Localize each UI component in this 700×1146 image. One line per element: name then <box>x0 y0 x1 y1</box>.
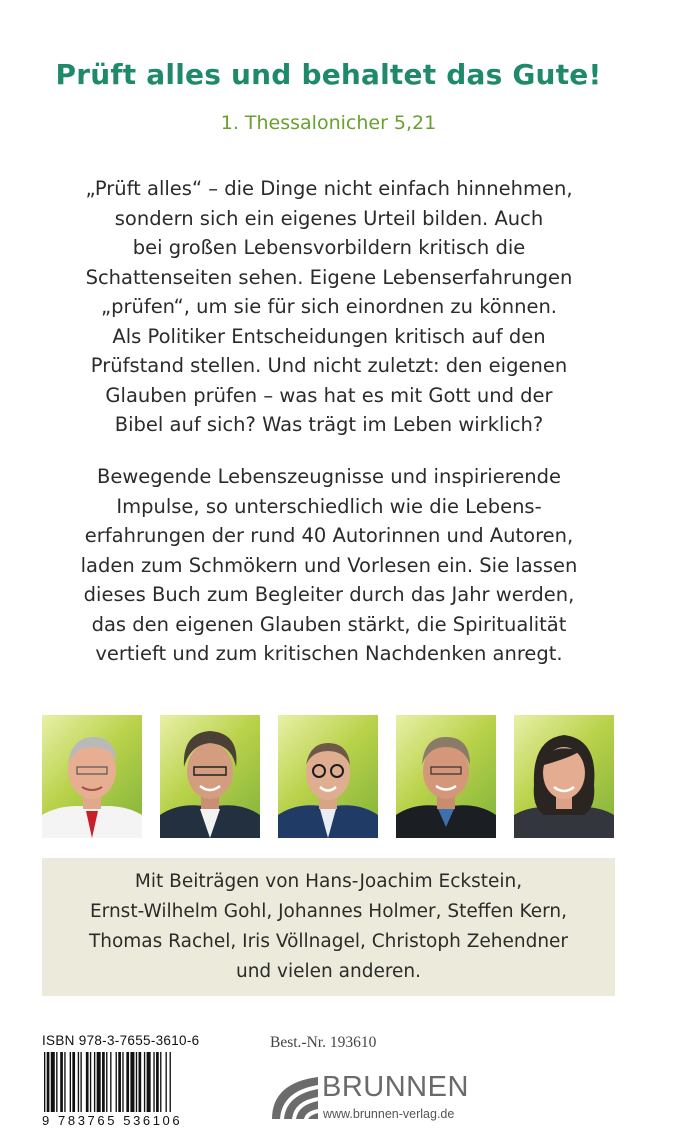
book-slogan: Prüft alles und behaltet das Gute! <box>55 58 602 91</box>
contributors-line: Ernst-Wilhelm Gohl, Johannes Holmer, Steffen Kern, <box>89 901 568 922</box>
text-line: Schattenseiten sehen. Eigene Lebenserfahrungen <box>85 265 573 289</box>
contributors-line: und vielen anderen. <box>235 961 422 982</box>
brunnen-logo-icon <box>270 1073 320 1121</box>
order-number: Best.-Nr. 193610 <box>270 1034 377 1051</box>
isbn-label: ISBN 978-3-7655-3610-6 <box>42 1033 200 1048</box>
text-line: bei großen Lebensvorbildern kritisch die <box>132 236 526 259</box>
text-line: Bibel auf sich? Was trägt im Leben wirklich? <box>114 413 544 436</box>
author-photo <box>514 715 614 838</box>
author-photo <box>42 715 142 838</box>
text-line: erfahrungen der rund 40 Autorinnen und Autoren, <box>84 524 574 547</box>
text-line: Als Politiker Entscheidungen kritisch auf den <box>112 324 546 348</box>
publisher-logo <box>270 1071 500 1129</box>
text-line: „Prüft alles“ – die Dinge nicht einfach hinnehmen, <box>85 177 573 200</box>
text-line: das den eigenen Glauben stärkt, die Spiritualität <box>91 612 567 636</box>
text-line: Glauben prüfen – was hat es mit Gott und der <box>105 383 553 407</box>
text-line: laden zum Schmökern und Vorlesen ein. Sie lassen <box>80 553 578 577</box>
text-line: Prüfstand stellen. Und nicht zuletzt: den eigenen <box>90 354 568 377</box>
barcode-bars <box>42 1052 230 1112</box>
author-photo <box>396 715 496 838</box>
blurb-paragraph-2 <box>40 462 618 669</box>
publisher-url: www.brunnen-verlag.de <box>323 1107 455 1121</box>
contributors-box <box>42 858 615 996</box>
text-line: dieses Buch zum Begleiter durch das Jahr werden, <box>83 583 575 606</box>
author-photo <box>278 715 378 838</box>
text-line: vertieft und zum kritischen Nachdenken anregt. <box>95 642 563 665</box>
text-line: Bewegende Lebenszeugnisse und inspirierende <box>96 465 562 488</box>
text-line: sondern sich ein eigenes Urteil bilden. Auch <box>114 206 544 230</box>
author-photo-row <box>42 715 616 838</box>
contributors-line: Thomas Rachel, Iris Völlnagel, Christoph Zehendner <box>88 931 569 952</box>
author-photo <box>160 715 260 838</box>
contributors-line: Mit Beiträgen von Hans-Joachim Eckstein, <box>134 871 523 892</box>
text-line: Impulse, so unterschiedlich wie die Lebens- <box>116 494 542 518</box>
blurb-paragraph-1 <box>40 174 618 440</box>
barcode-digits: 9 783765 536106 <box>42 1113 183 1128</box>
isbn-barcode <box>42 1033 232 1129</box>
text-line: „prüfen“, um sie für sich einordnen zu können. <box>100 295 558 318</box>
bible-reference: 1. Thessalonicher 5,21 <box>220 112 437 134</box>
publisher-name: BRUNNEN <box>322 1071 469 1103</box>
